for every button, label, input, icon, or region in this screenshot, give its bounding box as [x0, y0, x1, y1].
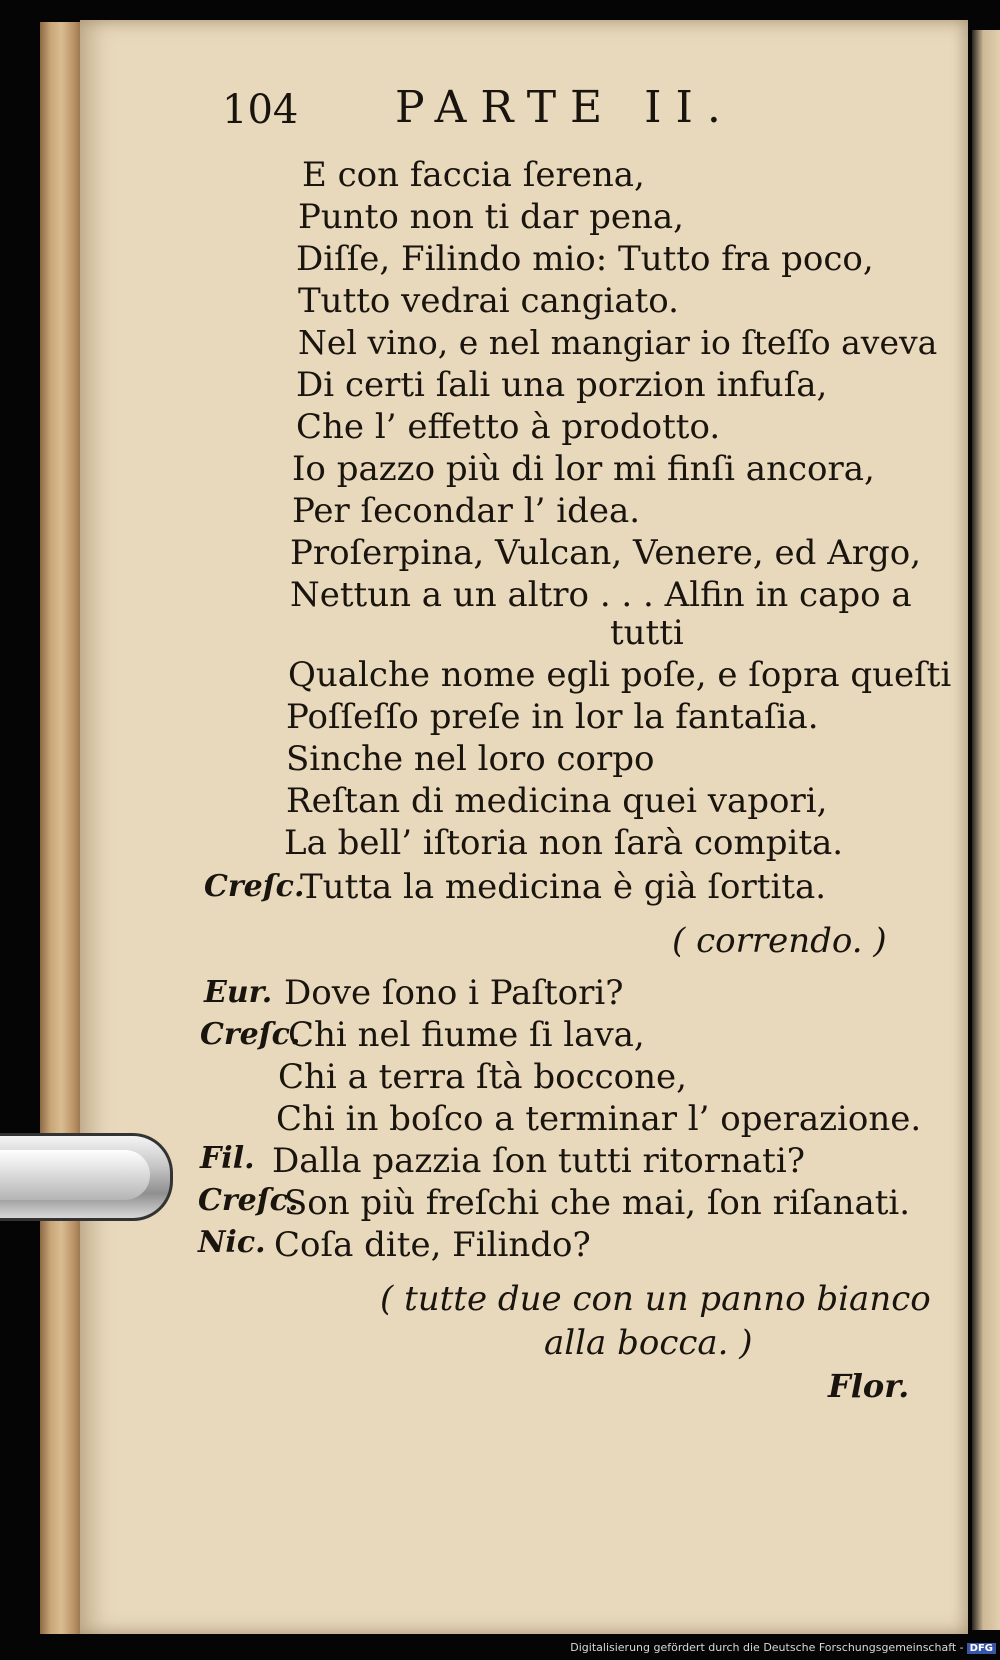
text-line: Di certi ſali una porzion infuſa,: [296, 365, 828, 405]
speaker-label: Fil.: [200, 1141, 255, 1176]
page-clip: [0, 1133, 173, 1221]
stage-direction: alla bocca. ): [544, 1323, 753, 1363]
dialogue-line: Coſa dite, Filindo?: [274, 1225, 591, 1265]
dialogue-line: Dove ſono i Paſtori?: [284, 973, 624, 1013]
dialogue-line: Chi nel fiume ſi lava,: [288, 1015, 645, 1055]
text-line: Diſſe, Filindo mio: Tutto fra poco,: [296, 239, 874, 279]
text-line: La bell’ iſtoria non ſarà compita.: [284, 823, 844, 863]
text-line: Qualche nome egli poſe, e ſopra queſti: [288, 655, 952, 695]
text-line: Nel vino, e nel mangiar io ſteſſo aveva: [298, 323, 938, 362]
dialogue-line: Son più freſchi che mai, ſon riſanati.: [284, 1183, 911, 1223]
speaker-label: Creſc.: [198, 1183, 299, 1218]
speaker-label: Creſc.: [204, 869, 305, 904]
dialogue-line: Tutta la medicina è già ſortita.: [300, 867, 827, 907]
footer-text: Digitalisierung gefördert durch die Deutsche Forschungsgemeinschaft -: [570, 1641, 964, 1654]
dialogue-line: Chi a terra ſtà boccone,: [278, 1057, 687, 1097]
text-line: Poſſeſſo preſe in lor la fantaſia.: [286, 697, 819, 737]
text-line: Proſerpina, Vulcan, Venere, ed Argo,: [290, 533, 922, 573]
digitization-footer: [570, 1641, 996, 1654]
text-line: Punto non ti dar pena,: [298, 197, 684, 237]
dialogue-line: Chi in boſco a terminar l’ operazione.: [276, 1099, 922, 1139]
catchword: Flor.: [828, 1367, 910, 1405]
dialogue-line: Dalla pazzia ſon tutti ritornati?: [272, 1141, 805, 1181]
text-line: Per ſecondar l’ idea.: [292, 491, 641, 531]
speaker-label: Nic.: [198, 1225, 266, 1260]
text-line: Reſtan di medicina quei vapori,: [286, 781, 828, 821]
dfg-logo: DFG: [967, 1643, 996, 1654]
running-head: PARTE II.: [395, 82, 735, 133]
speaker-label: Creſc.: [200, 1017, 301, 1052]
page-number: 104: [222, 87, 299, 133]
text-line: Io pazzo più di lor mi finſi ancora,: [292, 449, 875, 489]
text-line: tutti: [610, 613, 684, 653]
text-line: E con faccia ſerena,: [302, 155, 645, 195]
text-line: Tutto vedrai cangiato.: [298, 281, 679, 321]
text-line: Sinche nel loro corpo: [286, 739, 655, 779]
speaker-label: Eur.: [204, 975, 273, 1010]
book-fore-edge: [40, 22, 83, 1634]
next-page-edge: [972, 30, 1000, 1630]
stage-direction: ( tutte due con un panno bianco: [380, 1279, 931, 1319]
text-line: Nettun a un altro . . . Alfin in capo a: [290, 575, 912, 615]
text-line: Che l’ effetto à prodotto.: [296, 407, 721, 447]
stage-direction: ( correndo. ): [672, 921, 887, 961]
